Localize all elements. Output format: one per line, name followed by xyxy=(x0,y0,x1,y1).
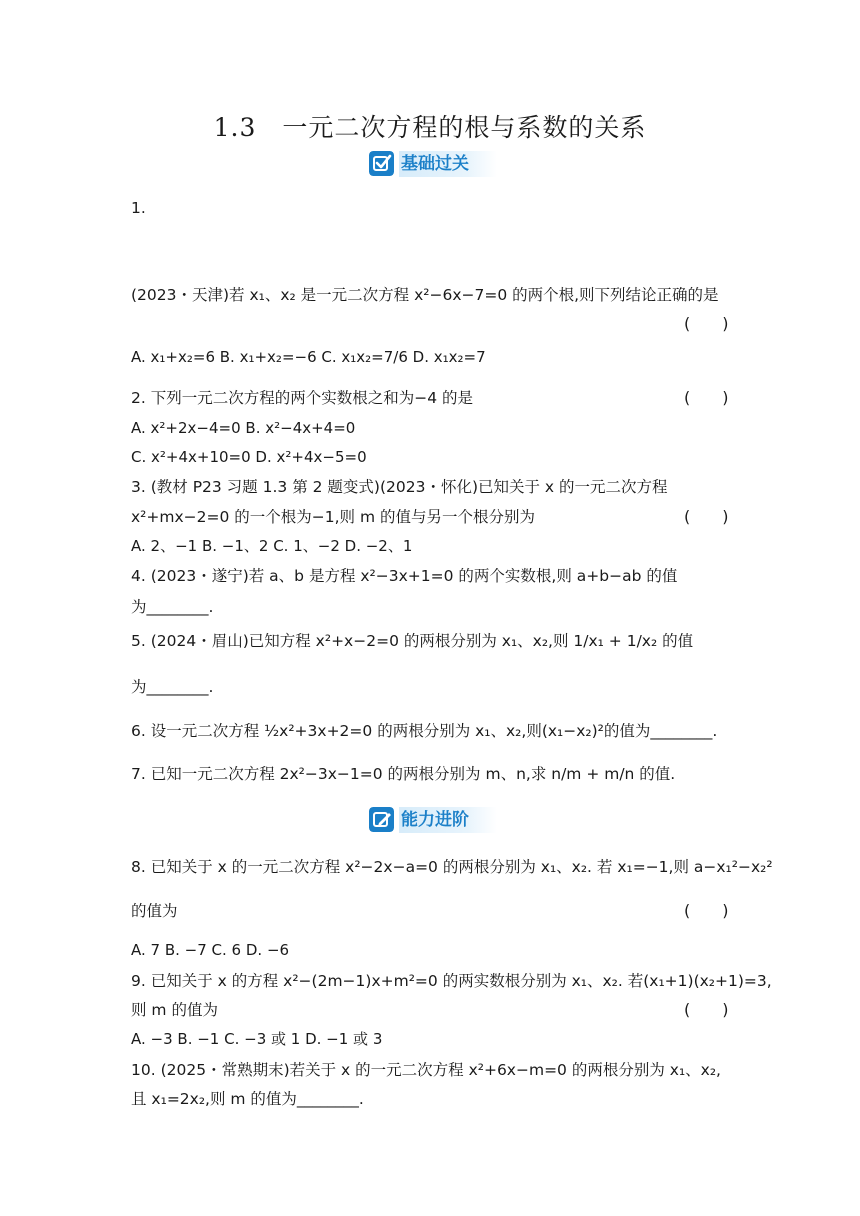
question-8-stem-line-1: 8. 已知关于 x 的一元二次方程 x²−2x−a=0 的两根分别为 x₁、x₂. 若 x₁=−1,则 a−x₁²−x₂² xyxy=(131,858,773,876)
section-title-advanced: 能力进阶 xyxy=(399,807,497,833)
question-8-stem-line-2: 的值为 xyxy=(131,902,178,920)
question-8-answer-paren: ( ) xyxy=(684,901,729,920)
pencil-square-icon xyxy=(369,807,394,832)
question-1-options: A. x₁+x₂=6 B. x₁+x₂=−6 C. x₁x₂=7/6 D. x₁x₂=7 xyxy=(131,348,486,366)
section-banner-advanced xyxy=(369,806,499,834)
question-10-stem-line-2: 且 x₁=2x₂,则 m 的值为________. xyxy=(131,1090,364,1108)
section-banner-basic xyxy=(369,150,499,178)
question-9-options: A. −3 B. −1 C. −3 或 1 D. −1 或 3 xyxy=(131,1030,383,1048)
section-title-basic: 基础过关 xyxy=(399,151,497,177)
question-6-stem: 6. 设一元二次方程 ½x²+3x+2=0 的两根分别为 x₁、x₂,则(x₁−x₂)²的值为________. xyxy=(131,722,718,740)
question-2-options-ab: A. x²+2x−4=0 B. x²−4x+4=0 xyxy=(131,419,356,437)
question-1-number: 1. xyxy=(131,199,146,217)
question-2-answer-paren: ( ) xyxy=(684,388,729,407)
page-title: 1.3 一元二次方程的根与系数的关系 xyxy=(213,113,647,142)
question-2-stem: 2. 下列一元二次方程的两个实数根之和为−4 的是 xyxy=(131,389,473,407)
question-7-stem: 7. 已知一元二次方程 2x²−3x−1=0 的两根分别为 m、n,求 n/m + m/n 的值. xyxy=(131,765,676,783)
question-10-stem-line-1: 10. (2025・常熟期末)若关于 x 的一元二次方程 x²+6x−m=0 的两根分别为 x₁、x₂, xyxy=(131,1061,721,1079)
check-square-icon xyxy=(369,151,394,176)
question-3-stem-line-1: 3. (教材 P23 习题 1.3 第 2 题变式)(2023・怀化)已知关于 x 的一元二次方程 xyxy=(131,478,668,496)
question-8-options: A. 7 B. −7 C. 6 D. −6 xyxy=(131,941,290,959)
question-9-stem-line-2: 则 m 的值为 xyxy=(131,1001,218,1019)
question-3-stem-line-2: x²+mx−2=0 的一个根为−1,则 m 的值与另一个根分别为 xyxy=(131,508,536,526)
question-4-stem-line-2: 为________. xyxy=(131,598,214,616)
question-1-answer-paren: ( ) xyxy=(684,314,729,333)
question-3-options: A. 2、−1 B. −1、2 C. 1、−2 D. −2、1 xyxy=(131,537,413,555)
question-9-answer-paren: ( ) xyxy=(684,1000,729,1019)
question-9-stem-line-1: 9. 已知关于 x 的方程 x²−(2m−1)x+m²=0 的两实数根分别为 x₁、x₂. 若(x₁+1)(x₂+1)=3, xyxy=(131,972,772,990)
question-5-stem-line-2: 为________. xyxy=(131,678,214,696)
question-1-stem: (2023・天津)若 x₁、x₂ 是一元二次方程 x²−6x−7=0 的两个根,则下列结论正确的是 xyxy=(131,286,719,304)
question-3-answer-paren: ( ) xyxy=(684,507,729,526)
question-5-stem-line-1: 5. (2024・眉山)已知方程 x²+x−2=0 的两根分别为 x₁、x₂,则 1/x₁ + 1/x₂ 的值 xyxy=(131,632,694,650)
question-2-options-cd: C. x²+4x+10=0 D. x²+4x−5=0 xyxy=(131,448,367,466)
question-4-stem-line-1: 4. (2023・遂宁)若 a、b 是方程 x²−3x+1=0 的两个实数根,则 a+b−ab 的值 xyxy=(131,567,678,585)
